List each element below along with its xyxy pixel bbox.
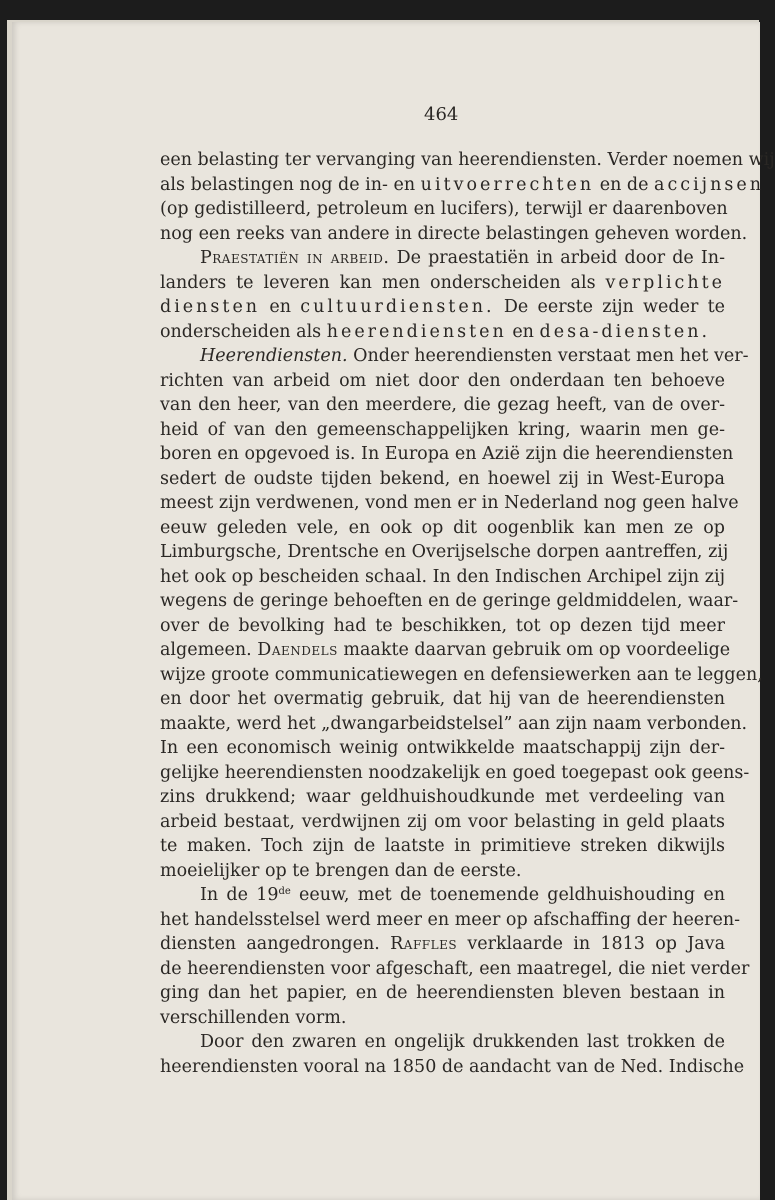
- text-line: [160, 785, 725, 810]
- text-segment: nog een reeks van andere in directe belastingen geheven worden.: [160, 223, 748, 244]
- text-segment: Onder heerendiensten verstaat men het ver-: [347, 346, 749, 366]
- text-line: [160, 148, 775, 173]
- text-line: [160, 344, 749, 369]
- emphasized-term: desa-diensten.: [539, 321, 711, 342]
- text-line: [160, 320, 725, 345]
- text-line: [160, 418, 725, 443]
- text-segment: te maken. Toch zijn de laatste in primitieve streken dikwijls: [160, 836, 725, 856]
- text-line: [160, 687, 725, 712]
- small-caps-term: Daendels: [257, 640, 338, 660]
- emphasized-term: accijnsen: [654, 174, 764, 195]
- text-segment: wijze groote communicatiewegen en defensiewerken aan te leggen,: [160, 664, 763, 685]
- text-segment: arbeid bestaat, verdwijnen zij om voor belasting in geld plaats: [160, 811, 725, 832]
- text-line: [160, 295, 725, 320]
- text-segment: boren en opgevoed is. In Europa en Azië zijn die heerendiensten: [160, 444, 734, 464]
- text-line: [160, 246, 725, 271]
- text-segment: heid of van den gemeenschappelijken kring, waarin men ge-: [160, 419, 725, 440]
- text-segment: eeuw, met de toenemende geldhuishouding en: [290, 885, 725, 905]
- text-segment: meest zijn verdwenen, vond men er in Nederland nog geen halve: [160, 493, 739, 513]
- text-line: [160, 810, 725, 835]
- text-segment: In een economisch weinig ontwikkelde maatschappij zijn der-: [160, 738, 725, 758]
- text-line: [160, 442, 734, 467]
- text-line: [160, 540, 729, 565]
- text-segment: en: [260, 297, 301, 317]
- text-line: [160, 883, 725, 908]
- text-segment: Limburgsche, Drentsche en Overijselsche dorpen aantreffen, zij: [160, 542, 729, 562]
- emphasized-term: verplichte: [605, 272, 725, 293]
- text-segment: het handelsstelsel werd meer en meer op afschaffing der heeren-: [160, 909, 741, 930]
- text-segment: heerendiensten vooral na 1850 de aandacht van de Ned. Indische: [160, 1056, 745, 1077]
- emphasized-term: heerendiensten: [326, 321, 507, 342]
- text-segment: over de bevolking had te beschikken, tot op dezen tijd meer: [160, 615, 725, 636]
- text-line: [160, 981, 725, 1006]
- text-segment: van den heer, van den meerdere, die gezag heeft, van de over-: [160, 395, 725, 415]
- text-segment: maakte, werd het „dwangarbeidstelsel” aan zijn naam verbonden.: [160, 713, 748, 734]
- text-line: [160, 1006, 725, 1031]
- text-line: [160, 957, 750, 982]
- text-segment: De eerste zijn weder te: [494, 297, 725, 317]
- text-line: [160, 736, 725, 761]
- text-segment: zins drukkend; waar geldhuishoudkunde met verdeeling van: [160, 787, 725, 807]
- text-line: [160, 663, 763, 688]
- text-line: [160, 271, 725, 296]
- emphasized-term: diensten: [160, 297, 261, 317]
- page-number: 464: [424, 104, 459, 125]
- text-segment: wegens de geringe behoeften en de geringe geldmiddelen, waar-: [160, 591, 739, 611]
- text-line: [160, 491, 739, 516]
- text-line: [160, 197, 728, 222]
- text-line: [160, 859, 725, 884]
- text-line: [160, 1030, 725, 1055]
- text-line: [160, 614, 725, 639]
- small-caps-term: Praestatiën in arbeid.: [200, 248, 390, 268]
- small-caps-term: Raffles: [390, 934, 458, 954]
- text-line: [160, 834, 725, 859]
- text-line: [160, 589, 739, 614]
- text-line: [160, 222, 748, 247]
- text-segment: Door den zwaren en ongelijk drukkenden last trokken de: [200, 1032, 725, 1052]
- text-segment: diensten aangedrongen.: [160, 934, 391, 954]
- text-segment: sedert de oudste tijden bekend, en hoewel zij in West-Europa: [160, 468, 725, 489]
- text-segment: het ook op bescheiden schaal. In den Indischen Archipel zijn zij: [160, 566, 725, 587]
- text-line: [160, 565, 725, 590]
- text-segment: (op gedistilleerd, petroleum en lucifers), terwijl er daarenboven: [160, 199, 728, 219]
- text-segment: onderscheiden als: [160, 321, 327, 342]
- italic-heading: Heerendiensten.: [200, 346, 348, 366]
- text-segment: en de: [594, 174, 655, 195]
- text-segment: eeuw geleden vele, en ook op dit oogenblik kan men ze op: [160, 517, 725, 538]
- text-line: [160, 516, 725, 541]
- superscript: de: [278, 886, 291, 897]
- text-segment: en: [506, 321, 540, 342]
- text-line: [160, 932, 725, 957]
- text-line: [160, 173, 764, 198]
- text-segment: verschillenden vorm.: [160, 1007, 347, 1028]
- text-segment: algemeen.: [160, 640, 258, 660]
- text-segment: De praestatiën in arbeid door de In-: [389, 248, 725, 268]
- text-line: [160, 369, 725, 394]
- text-segment: gelijke heerendiensten noodzakelijk en goed toegepast ook geens-: [160, 762, 750, 783]
- text-segment: verklaarde in 1813 op Java: [457, 934, 726, 954]
- text-segment: ging dan het papier, en de heerendiensten bleven bestaan in: [160, 983, 725, 1003]
- text-segment: en door het overmatig gebruik, dat hij van de heerendiensten: [160, 689, 725, 709]
- text-segment: de heerendiensten voor afgeschaft, een maatregel, die niet verder: [160, 958, 750, 979]
- text-segment: moeielijker op te brengen dan de eerste.: [160, 860, 522, 881]
- text-line: [160, 393, 725, 418]
- text-segment: In de 19: [200, 885, 279, 905]
- text-line: [160, 1055, 745, 1080]
- text-line: [160, 638, 731, 663]
- text-line: [160, 712, 748, 737]
- body-text: [160, 148, 775, 1079]
- emphasized-term: uitvoerrechten: [420, 174, 595, 195]
- text-segment: maakte daarvan gebruik om op voordeelige: [337, 640, 731, 660]
- text-line: [160, 908, 741, 933]
- text-line: [160, 761, 750, 786]
- emphasized-term: cultuurdiensten.: [300, 297, 495, 317]
- text-segment: landers te leveren kan men onderscheiden als: [160, 272, 606, 293]
- text-segment: richten van arbeid om niet door den onderdaan ten behoeve: [160, 370, 725, 391]
- text-segment: als belastingen nog de in- en: [160, 174, 421, 195]
- text-line: [160, 467, 725, 492]
- text-segment: een belasting ter vervanging van heerendiensten. Verder noemen wij: [160, 150, 775, 170]
